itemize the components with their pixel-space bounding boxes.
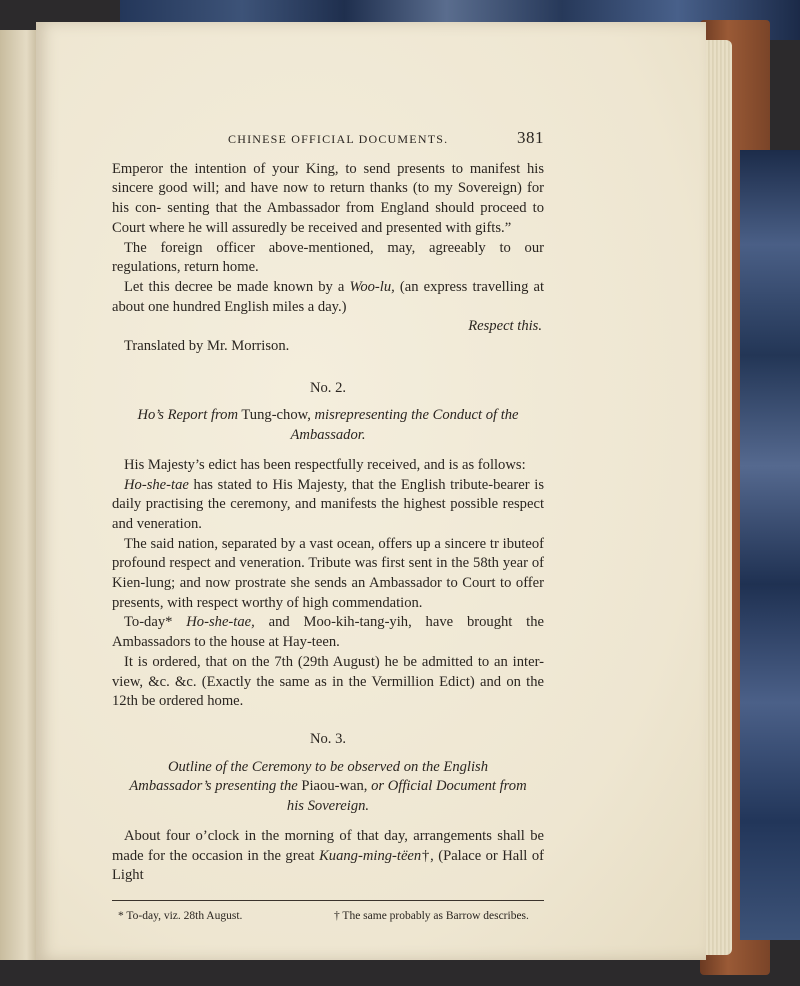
paragraph-3	[112, 278, 544, 317]
text-run-italic: misrepresenting the Conduct of the Ambassador.	[290, 407, 519, 444]
text-run-italic: Outline of the Ceremony to be observed on the English Ambassador’s presenting the	[129, 758, 489, 795]
paragraph-6: The said nation, separated by a vast ocean, offers up a sincere tr ibuteof profound respect and veneration. Tribute was first sent in the 58th year of Kien-lung; and now prostrate she sends an Ambassador to Court to offer presents, with respect worthy of high commendation.	[112, 535, 544, 611]
text-run: †, (Palace or Hall of Light	[112, 847, 544, 884]
paragraph-2: The foreign officer above-mentioned, may, agreeably to our regulations, return home.	[112, 239, 544, 276]
footnote-1: * To-day, viz. 28th August.	[118, 909, 243, 922]
page-number: 381	[517, 128, 544, 147]
footnotes	[112, 907, 544, 927]
signoff: Respect this.	[468, 318, 542, 335]
section-heading-no3: No. 3.	[309, 730, 347, 747]
footnote-rule	[112, 900, 544, 901]
translator-note: Translated by Mr. Morrison.	[124, 338, 290, 355]
paragraph-5	[112, 476, 544, 535]
marbled-endpaper-right	[740, 150, 800, 940]
text-run: has stated to His Majesty, that the English tribute-bearer is daily practising the ceremony, and manifests the highest possible respect and veneration.	[112, 476, 544, 532]
paragraph-7	[112, 613, 544, 652]
text-run-italic: Kuang-ming-tëen	[319, 847, 422, 864]
text-run: To-day*	[124, 614, 187, 631]
section-subheading-no3	[126, 758, 530, 817]
text-run-italic: Ho’s Report from	[137, 407, 239, 424]
text-run-italic: Ho-she-tae	[124, 476, 189, 493]
page-text	[112, 128, 544, 927]
section-heading-no2: No. 2.	[309, 379, 347, 396]
footnote-2: † The same probably as Barrow describes.	[334, 909, 529, 922]
text-run-italic: Ho-she-tae,	[186, 614, 255, 631]
text-run-italic: or Official Document from his Sovereign.	[286, 778, 527, 815]
text-run: Piaou-wan,	[297, 778, 372, 795]
paragraph-9	[112, 827, 544, 886]
paragraph-1: Emperor the intention of your King, to send presents to manifest his sincere good will; and have now to return thanks (to my Sovereign) for his con- senting that the Ambassador from England should proceed to Court where he will assuredly be received and presented with gifts.”	[112, 160, 544, 236]
section-subheading-no2	[126, 406, 530, 445]
paragraph-4: His Majesty’s edict has been respectfully received, and is as follows:	[124, 456, 526, 473]
text-run: Let this decree be made known by a	[124, 278, 350, 295]
running-head: CHINESE OFFICIAL DOCUMENTS.	[228, 132, 449, 146]
page-header	[112, 128, 544, 150]
text-run: (an express travelling at about one hundred English miles a day.)	[112, 278, 544, 315]
text-run: and Moo-kih-tang-yih, have brought the Ambassadors to the house at Hay-teen.	[112, 614, 545, 651]
text-run-italic: Woo-lu,	[349, 278, 395, 295]
paragraph-8: It is ordered, that on the 7th (29th August) he be admitted to an inter- view, &c. &c. (Exactly the same as in the Vermillion Edict) and on the 12th be ordered home.	[112, 653, 544, 710]
text-run: About four o’clock in the morning of that day, arrangements shall be made for the occasion in the great	[112, 827, 544, 864]
text-run: Tung-chow,	[238, 407, 315, 424]
